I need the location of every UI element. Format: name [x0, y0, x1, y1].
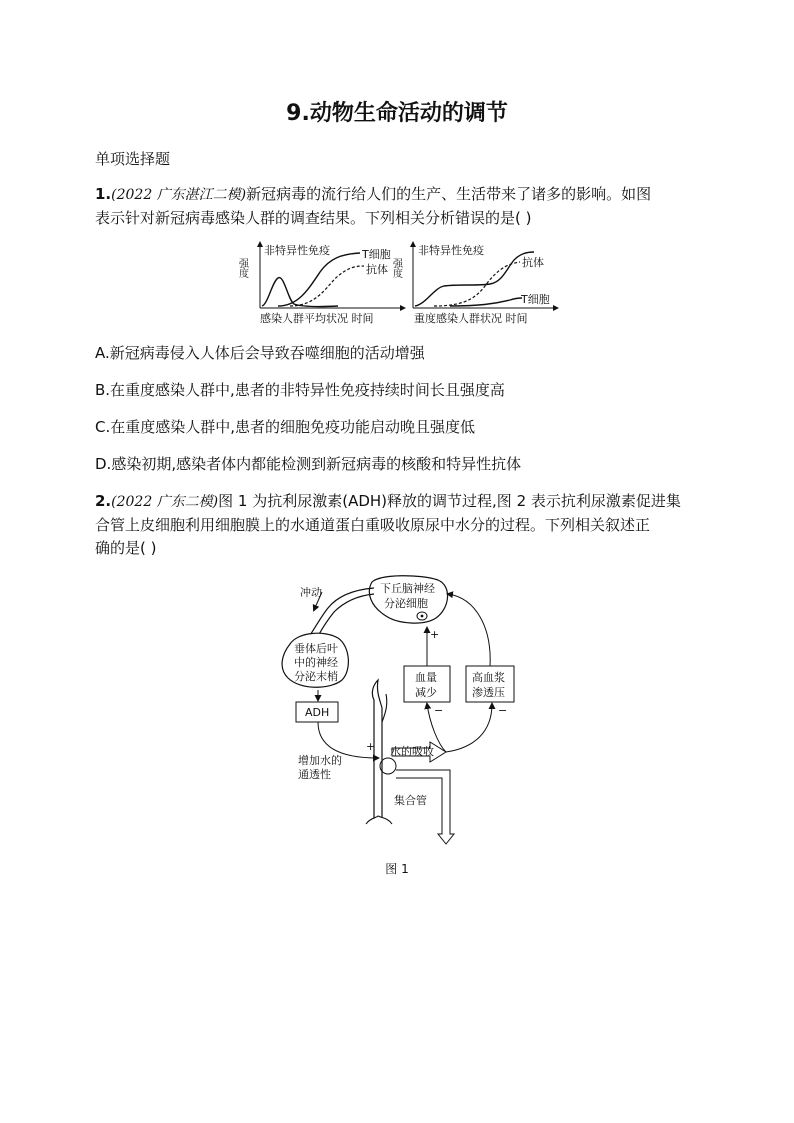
- impulse-label: 冲动: [300, 586, 322, 599]
- adh-label: ADH: [305, 706, 330, 719]
- question-2-text-line3: 确的是( ): [95, 539, 157, 557]
- figure-caption: 图 1: [385, 862, 409, 876]
- chart-left-innate-curve: [262, 278, 338, 307]
- option-c: C.在重度感染人群中,患者的细胞免疫功能启动晚且强度低: [95, 418, 476, 436]
- permeability-label-line2: 通透性: [298, 768, 331, 781]
- option-a: A.新冠病毒侵入人体后会导致吞噬细胞的活动增强: [95, 344, 425, 362]
- option-b: B.在重度感染人群中,患者的非特异性免疫持续时间长且强度高: [95, 381, 505, 399]
- chart-right-antibody-curve: [434, 262, 520, 306]
- chart-right-xlabel: 重度感染人群状况 时间: [414, 312, 528, 325]
- question-1-source: (2022 广东湛江二模): [111, 187, 247, 203]
- chart-right-ylabel: 强度: [390, 258, 402, 278]
- question-1-text-line2: 表示针对新冠病毒感染人群的调查结果。下列相关分析错误的是( ): [95, 209, 532, 227]
- plus-sign-adh: +: [366, 740, 376, 753]
- chart-left-antibody-curve: [290, 266, 364, 306]
- collecting-duct-wall: [372, 680, 382, 818]
- chart-left-tcell-label: T细胞: [362, 248, 391, 261]
- section-heading: 单项选择题: [95, 150, 171, 168]
- osmotic-label-line2: 渗透压: [472, 686, 505, 699]
- chart-left-ylabel: 强度: [236, 258, 248, 278]
- question-2-text-line1: 图 1 为抗利尿激素(ADH)释放的调节过程,图 2 表示抗利尿激素促进集: [218, 492, 681, 510]
- pituitary-label-line1: 垂体后叶: [294, 642, 338, 655]
- chart-right: [391, 243, 557, 325]
- adh-regulation-diagram: [270, 572, 540, 844]
- chart-right-innate-label: 非特异性免疫: [418, 244, 484, 257]
- chart-left: [237, 243, 404, 325]
- option-d: D.感染初期,感染者体内都能检测到新冠病毒的核酸和特异性抗体: [95, 455, 522, 473]
- page-title: 9.动物生命活动的调节: [286, 101, 508, 126]
- collecting-duct-label: 集合管: [394, 794, 427, 807]
- water-absorption-label: 水的吸收: [390, 745, 434, 758]
- question-1-number: 1.: [95, 185, 112, 203]
- hypothalamus-label-line2: 分泌细胞: [384, 597, 428, 610]
- chart-left-innate-label: 非特异性免疫: [264, 244, 330, 257]
- chart-left-antibody-label: 抗体: [366, 263, 388, 276]
- chart-right-tcell-label: T细胞: [521, 293, 550, 306]
- absorption-to-osmotic-arrow: [446, 704, 492, 752]
- question-2-source: (2022 广东二模): [111, 494, 219, 510]
- chart-right-antibody-label: 抗体: [522, 256, 544, 269]
- chart-left-xlabel: 感染人群平均状况 时间: [260, 312, 374, 325]
- osmotic-label-line1: 高血浆: [472, 671, 505, 684]
- minus-sign-blood: −: [434, 704, 444, 717]
- permeability-label-line1: 增加水的: [298, 754, 342, 767]
- hypothalamus-label-line1: 下丘脑神经: [380, 582, 435, 595]
- osmotic-to-hypo-arrow: [448, 594, 490, 666]
- minus-sign-osmotic: −: [498, 704, 508, 717]
- question-2-stem: [95, 490, 715, 560]
- pituitary-label-line3: 分泌末梢: [294, 670, 338, 683]
- pituitary-label-line2: 中的神经: [294, 656, 338, 669]
- immunity-charts: [238, 240, 568, 328]
- question-2-text-line2: 合管上皮细胞利用细胞膜上的水通道蛋白重吸收原尿中水分的过程。下列相关叙述正: [95, 516, 651, 534]
- blood-volume-label-line1: 血量: [415, 671, 437, 684]
- question-1-text-line1: 新冠病毒的流行给人们的生产、生活带来了诸多的影响。如图: [246, 185, 652, 203]
- duct-outflow-arrow: [396, 770, 454, 844]
- plus-sign-blood: +: [430, 628, 440, 641]
- question-1-stem: [95, 183, 715, 230]
- question-2-number: 2.: [95, 492, 112, 510]
- blood-volume-label-line2: 减少: [415, 686, 437, 699]
- chart-right-tcell-curve: [450, 298, 522, 306]
